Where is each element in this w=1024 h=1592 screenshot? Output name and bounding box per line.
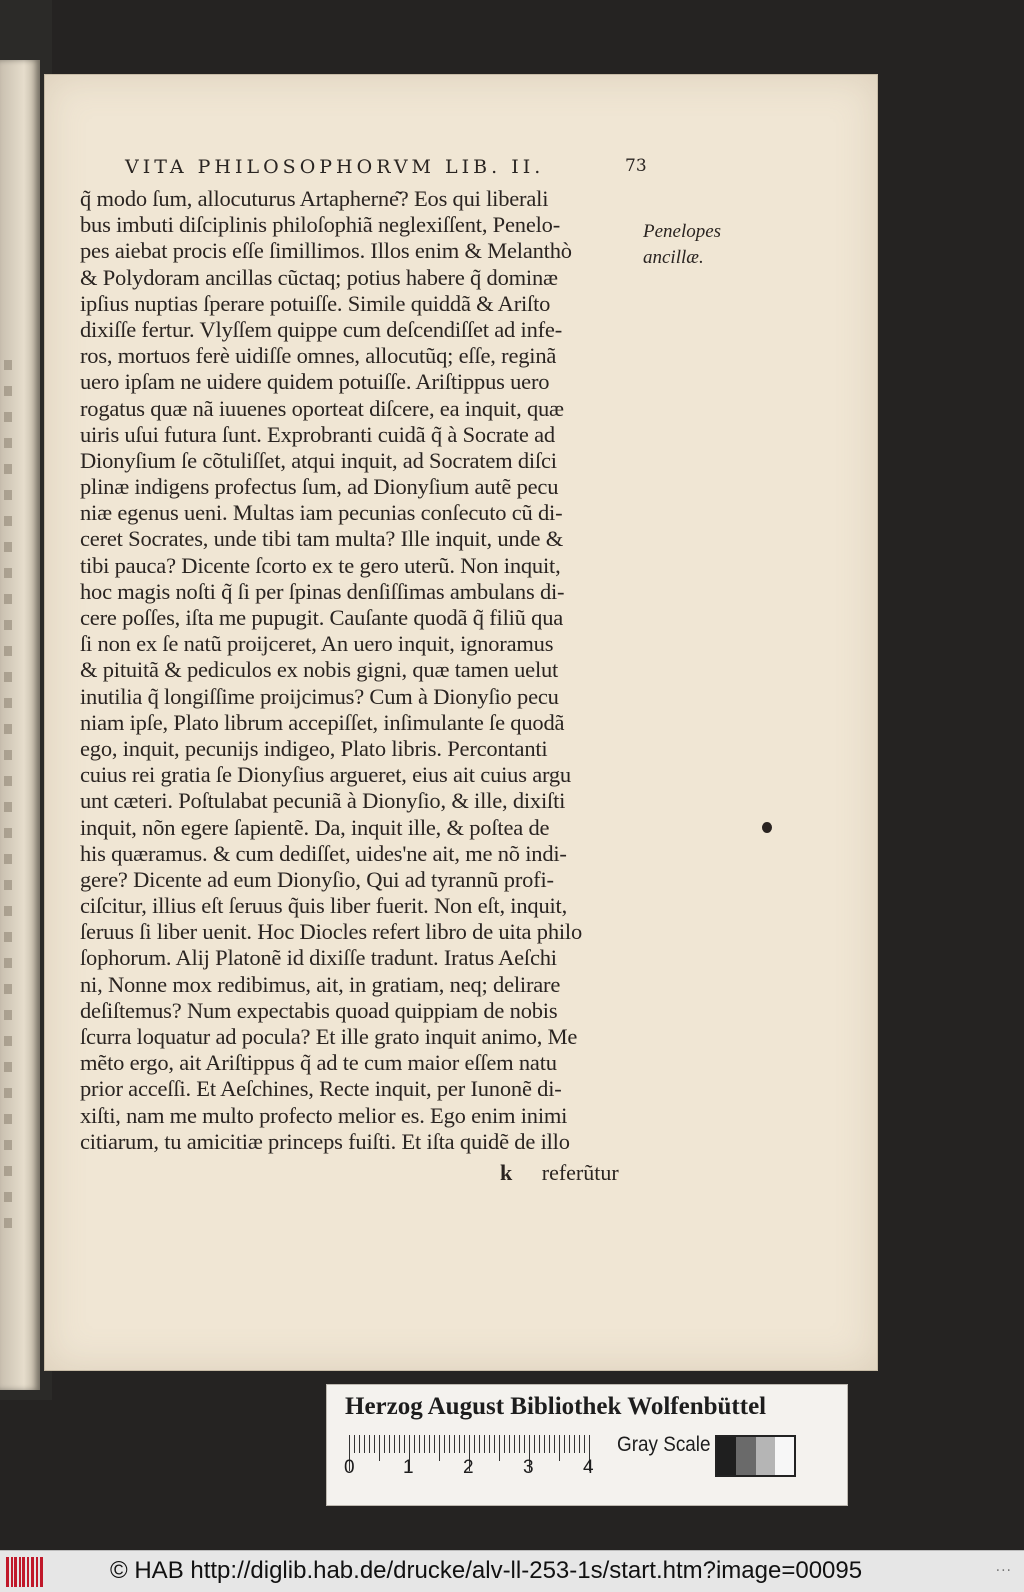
ruler-tick — [424, 1435, 425, 1453]
bleed-through-mark — [4, 672, 12, 682]
ruler-tick — [459, 1435, 460, 1453]
ruler-tick — [474, 1435, 475, 1453]
ruler-tick — [359, 1435, 360, 1453]
bleed-through-mark — [4, 906, 12, 916]
catchword: referũtur — [541, 1160, 619, 1185]
marginal-note-line: ancillæ. — [643, 247, 704, 268]
text-line: ſcurra loquatur ad pocula? Et ille grato inquit animo, Me — [80, 1024, 578, 1049]
text-line: ipſius nuptias ſperare potuiſſe. Simile quiddã & Ariſto — [80, 290, 551, 316]
text-line: ciſcitur, illius eſt ſeruus q̃uis liber fuerit. Non eſt, inquit, — [80, 893, 568, 919]
ruler-tick — [584, 1435, 585, 1453]
text-line: plinæ indigens profectus ſum, ad Dionyſium autẽ pecu — [80, 474, 559, 500]
color-target-card — [326, 1384, 848, 1506]
bleed-through-mark — [4, 1088, 12, 1098]
ruler-tick — [439, 1435, 440, 1461]
ruler-tick — [394, 1435, 395, 1453]
copyright-url-text: © HAB http://diglib.hab.de/drucke/alv-ll-253-1s/start.htm?image=00095 — [110, 1557, 863, 1584]
bleed-through-mark — [4, 646, 12, 656]
marginal-note — [643, 219, 721, 271]
bleed-through-mark — [4, 490, 12, 500]
bleed-through-mark — [4, 1166, 12, 1176]
catchword-line — [500, 1160, 640, 1186]
logo-bar — [40, 1557, 43, 1587]
text-line: niam ipſe, Plato librum accepiſſet, inſimulante ſe quodã — [80, 709, 565, 735]
text-line: ego, inquit, pecunijs indigeo, Plato libris. Percontanti — [80, 735, 548, 761]
ruler-tick — [374, 1435, 375, 1453]
text-line: mẽto ergo, ait Ariſtippus q̃ ad te cum maior eſſem natu — [80, 1050, 557, 1076]
gray-swatch — [736, 1437, 755, 1475]
bleed-through-mark — [4, 776, 12, 786]
logo-bar — [22, 1557, 25, 1587]
text-line: inquit, nõn egere ſapientẽ. Da, inquit ille, & poſtea de — [80, 814, 550, 840]
ruler-label: 4 — [583, 1457, 594, 1478]
text-line: & pituitã & pediculos ex nobis gigni, quæ tamen uelut — [80, 657, 559, 683]
ruler-tick — [434, 1435, 435, 1453]
bleed-through-mark — [4, 1036, 12, 1046]
text-line: bus imbuti diſciplinis philoſophiã neglexiſſent, Penelo- — [80, 212, 560, 238]
bleed-through-mark — [4, 1062, 12, 1072]
ruler-scale — [349, 1435, 599, 1471]
ruler-tick — [379, 1435, 380, 1461]
ruler-tick — [364, 1435, 365, 1453]
text-line: dixiſſe fertur. Vlyſſem quippe cum deſcendiſſet ad infe- — [80, 316, 562, 342]
logo-bar — [19, 1557, 21, 1587]
bleed-through-mark — [4, 932, 12, 942]
bleed-through-mark — [4, 1218, 12, 1228]
ruler-tick — [499, 1435, 500, 1461]
bleed-through-mark — [4, 1010, 12, 1020]
gray-swatch — [717, 1437, 736, 1475]
bleed-through-mark — [4, 802, 12, 812]
logo-bar — [11, 1557, 13, 1587]
more-options-icon[interactable]: ··· — [995, 1563, 1012, 1579]
page-body-text — [80, 186, 640, 1155]
folio-number: 73 — [625, 156, 647, 176]
bleed-through-mark — [4, 386, 12, 396]
library-name: Herzog August Bibliothek Wolfenbüttel — [345, 1393, 767, 1420]
ruler-tick — [554, 1435, 555, 1453]
bleed-through-mark — [4, 412, 12, 422]
gray-swatch — [756, 1437, 775, 1475]
text-line: & Polydoram ancillas cũctaq; potius habere q̃ dominæ — [80, 264, 558, 290]
bleed-through-mark — [4, 360, 12, 370]
ruler-label: 2 — [463, 1457, 474, 1478]
footer-bar — [0, 1550, 1024, 1592]
text-line: rogatus quæ nã iuuenes oporteat diſcere, ea inquit, quæ — [80, 395, 564, 421]
text-line: tibi pauca? Dicente ſcorto ex te gero uterũ. Non inquit, — [80, 552, 561, 578]
bleed-through-mark — [4, 620, 12, 630]
hab-barcode-logo-icon — [6, 1557, 46, 1587]
bleed-through-mark — [4, 984, 12, 994]
text-line: Dionyſium ſe cõtuliſſet, atqui inquit, ad Socratem diſci — [80, 447, 557, 473]
ruler-tick — [569, 1435, 570, 1453]
ruler-tick — [384, 1435, 385, 1453]
bleed-through-mark — [4, 724, 12, 734]
ruler-tick — [549, 1435, 550, 1453]
logo-bar — [31, 1557, 34, 1587]
ruler-tick — [389, 1435, 390, 1453]
bleed-through-mark — [4, 464, 12, 474]
text-line: citiarum, tu amicitiæ princeps fuiſti. Et iſta quidẽ de illo — [80, 1128, 570, 1154]
running-head — [125, 156, 645, 178]
gray-scale-label: Gray Scale — [617, 1433, 711, 1456]
ruler-tick — [419, 1435, 420, 1453]
ruler-tick — [519, 1435, 520, 1453]
text-line: unt cæteri. Poſtulabat pecuniã à Dionyſio, & ille, dixiſti — [80, 788, 566, 814]
text-line: ſeruus ſi liber uenit. Hoc Diocles refert libro de uita philo — [80, 919, 583, 945]
ruler-tick — [479, 1435, 480, 1453]
text-line: gere? Dicente ad eum Dionyſio, Qui ad tyrannũ profi- — [80, 866, 554, 892]
ruler-tick — [559, 1435, 560, 1461]
ink-spot — [762, 822, 772, 833]
text-line: uiris uſui futura ſunt. Exprobranti cuidã q̃ à Socrate ad — [80, 421, 555, 447]
ruler-tick — [494, 1435, 495, 1453]
bleed-through-mark — [4, 438, 12, 448]
ruler-label: 0 — [344, 1457, 355, 1478]
bleed-through-mark — [4, 698, 12, 708]
ruler-label: 3 — [523, 1457, 534, 1478]
text-line: pes aiebat procis eſſe ſimillimos. Illos enim & Melanthò — [80, 238, 572, 264]
ruler-label: 1 — [403, 1457, 414, 1478]
ruler-tick — [564, 1435, 565, 1453]
ruler-tick — [484, 1435, 485, 1453]
text-line: ceret Socrates, unde tibi tam multa? Ille inquit, unde & — [80, 526, 564, 552]
text-line: cuius rei gratia ſe Dionyſius argueret, eius ait cuius argu — [80, 762, 571, 788]
bleed-through-mark — [4, 594, 12, 604]
bleed-through-mark — [4, 880, 12, 890]
signature-mark: k — [500, 1160, 513, 1185]
ruler-tick — [429, 1435, 430, 1453]
ruler-tick — [489, 1435, 490, 1453]
ruler-tick — [464, 1435, 465, 1453]
marginal-note-line: Penelopes — [643, 221, 722, 242]
running-head-text: VITA PHILOSOPHORVM LIB. II. — [125, 156, 545, 178]
ruler-tick — [504, 1435, 505, 1453]
bleed-through-mark — [4, 542, 12, 552]
bleed-through-mark — [4, 750, 12, 760]
text-line: inutilia q̃ longiſſime proijcimus? Cum à Dionyſio pecu — [80, 683, 559, 709]
ruler-tick — [574, 1435, 575, 1453]
bleed-through-mark — [4, 854, 12, 864]
text-line: uero ipſam ne uidere quidem potuiſſe. Ariſtippus uero — [80, 369, 550, 395]
logo-bar — [27, 1557, 29, 1587]
bleed-through-mark — [4, 568, 12, 578]
bleed-through-mark — [4, 958, 12, 968]
ruler-tick — [509, 1435, 510, 1453]
text-line: ni, Nonne mox redibimus, ait, in gratiam, neq; delirare — [80, 971, 561, 997]
text-line: ros, mortuos ferè uidiſſe omnes, allocutũq; eſſe, reginã — [80, 343, 557, 369]
ruler-tick — [399, 1435, 400, 1453]
ruler-tick — [534, 1435, 535, 1453]
text-line: cere poſſes, iſta me pupugit. Cauſante quodã q̃ filiũ qua — [80, 605, 564, 630]
ruler-tick — [354, 1435, 355, 1453]
ruler-tick — [539, 1435, 540, 1453]
ruler-tick — [514, 1435, 515, 1453]
ruler-tick — [524, 1435, 525, 1453]
text-line: ſophorum. Alij Platonẽ id dixiſſe tradunt. Iratus Aeſchi — [80, 945, 557, 971]
bleed-through-mark — [4, 1140, 12, 1150]
logo-bar — [14, 1557, 17, 1587]
gray-scale-swatches — [715, 1435, 796, 1477]
previous-page-edge — [0, 60, 40, 1390]
ruler-tick — [414, 1435, 415, 1453]
ruler-tick — [404, 1435, 405, 1453]
ruler-tick — [579, 1435, 580, 1453]
bleed-through-mark — [4, 828, 12, 838]
gray-swatch — [775, 1437, 794, 1475]
ruler-tick — [449, 1435, 450, 1453]
text-line: his quæramus. & cum dediſſet, uides'ne ait, me nõ indi- — [80, 840, 567, 866]
text-line: xiſti, nam me multo profecto melior es. Ego enim inimi — [80, 1102, 568, 1128]
bleed-through-mark — [4, 516, 12, 526]
text-line: ſi non ex ſe natũ proijceret, An uero inquit, ignoramus — [80, 631, 554, 657]
logo-bar — [6, 1557, 9, 1587]
text-line: niæ egenus ueni. Multas iam pecunias conſecuto cũ di- — [80, 500, 563, 526]
bleed-through-mark — [4, 1192, 12, 1202]
text-line: prior acceſſi. Et Aeſchines, Recte inquit, per Iunonẽ di- — [80, 1076, 562, 1102]
text-line: q̃ modo ſum, allocuturus Artapherne͂? Eos qui liberali — [80, 186, 549, 211]
ruler-tick — [444, 1435, 445, 1453]
ruler-tick — [544, 1435, 545, 1453]
text-line: hoc magis noſti q̃ ſi per ſpinas denſiſſimas ambulans di- — [80, 578, 565, 604]
text-line: deſiſtemus? Num expectabis quoad quippiam de nobis — [80, 997, 558, 1023]
logo-bar — [36, 1557, 38, 1587]
bleed-through-mark — [4, 1114, 12, 1124]
ruler-tick — [454, 1435, 455, 1453]
ruler-tick — [369, 1435, 370, 1453]
